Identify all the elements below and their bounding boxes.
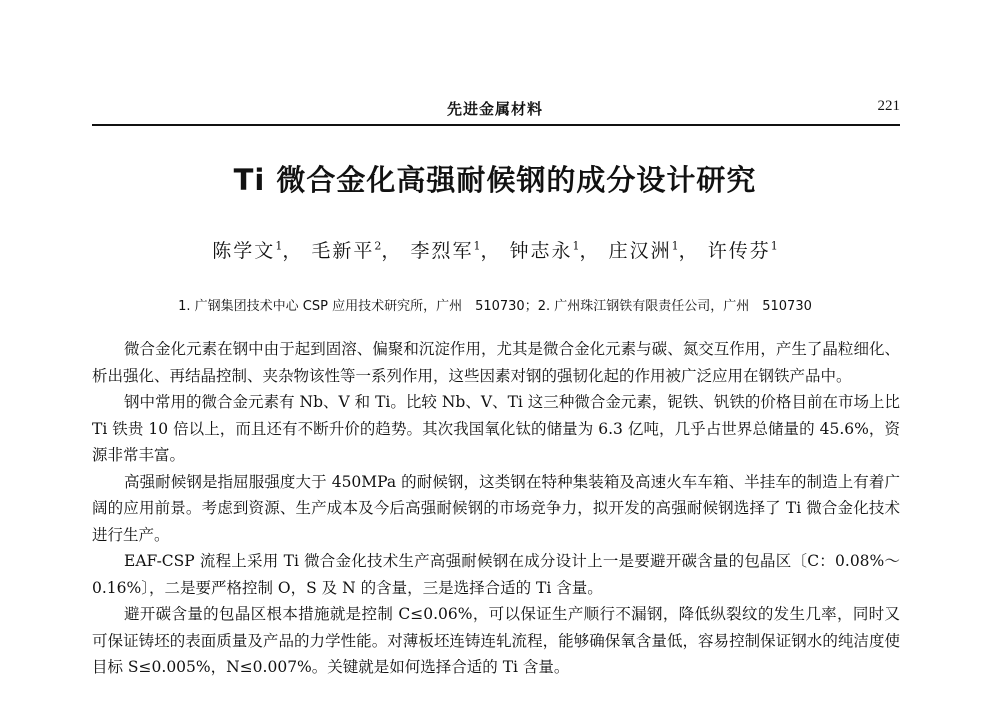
affiliation-line: 1. 广钢集团技术中心 CSP 应用技术研究所，广州 510730；2. 广州珠江钢铁有限责任公司，广州 510730 [178,299,812,314]
page-number: 221 [877,98,900,114]
author-separator: ， [579,240,601,262]
author-affiliation-mark: 1 [572,239,580,253]
author-separator: ， [381,240,403,262]
author-affiliation-mark: 1 [473,239,481,253]
author-name: 李烈军 [410,240,474,262]
author-name: 许传芬 [707,240,771,262]
body-paragraph: 微合金化元素在钢中由于起到固溶、偏聚和沉淀作用，尤其是微合金化元素与碳、氮交互作用，产生了晶粒细化、析出强化、再结晶控制、夹杂物该性等一系列作用，这些因素对钢的强韧化起的作用被广泛应用在钢铁产品中。 [92,340,900,385]
author-list [90,236,900,263]
author-separator: ， [282,240,304,262]
body-paragraph: 避开碳含量的包晶区根本措施就是控制 C≤0.06%，可以保证生产顺行不漏钢，降低纵裂纹的发生几率，同时又可保证铸坯的表面质量及产品的力学性能。对薄板坯连铸连轧流程，能够确保氧含量低，容易控制保证钢水的纯洁度使目标 S≤0.005%，N≤0.007%。关键就是如何选择合适的 Ti 含量。 [92,605,900,676]
author-affiliation-mark: 2 [374,239,382,253]
author-separator: ， [678,240,700,262]
body-paragraph: EAF-CSP 流程上采用 Ti 微合金化技术生产高强耐候钢在成分设计上一是要避开碳含量的包晶区〔C：0.08%～0.16%〕，二是要严格控制 O，S 及 N 的含量，三是选择合适的 Ti 含量。 [92,552,900,597]
author-name: 钟志永 [509,240,573,262]
running-head [90,98,900,120]
author-name: 毛新平 [311,240,375,262]
author-affiliation-mark: 1 [671,239,679,253]
body-paragraph: 高强耐候钢是指屈服强度大于 450MPa 的耐候钢，这类钢在特种集装箱及高速火车车箱、半挂车的制造上有着广阔的应用前景。考虑到资源、生产成本及今后高强耐候钢的市场竞争力，拟开发的高强耐候钢选择了 Ti 微合金化技术进行生产。 [92,472,900,544]
author-name: 陈学文 [212,240,276,262]
author-affiliation-mark: 1 [770,239,778,253]
header-rule [92,124,900,126]
journal-name: 先进金属材料 [446,100,543,118]
author-affiliation-mark: 1 [275,239,283,253]
body-paragraph: 钢中常用的微合金元素有 Nb、V 和 Ti。比较 Nb、V、Ti 这三种微合金元素，铌铁、钒铁的价格目前在市场上比 Ti 铁贵 10 倍以上，而且还有不断升价的趋势。其次我国氧化钛的储量为 6.3 亿吨，几乎占世界总储量的 45.6%，资源非常丰富。 [92,393,900,464]
article-title: Ti 微合金化高强耐候钢的成分设计研究 [233,163,757,197]
article-body [92,336,900,681]
author-separator: ， [480,240,502,262]
author-name: 庄汉洲 [608,240,672,262]
